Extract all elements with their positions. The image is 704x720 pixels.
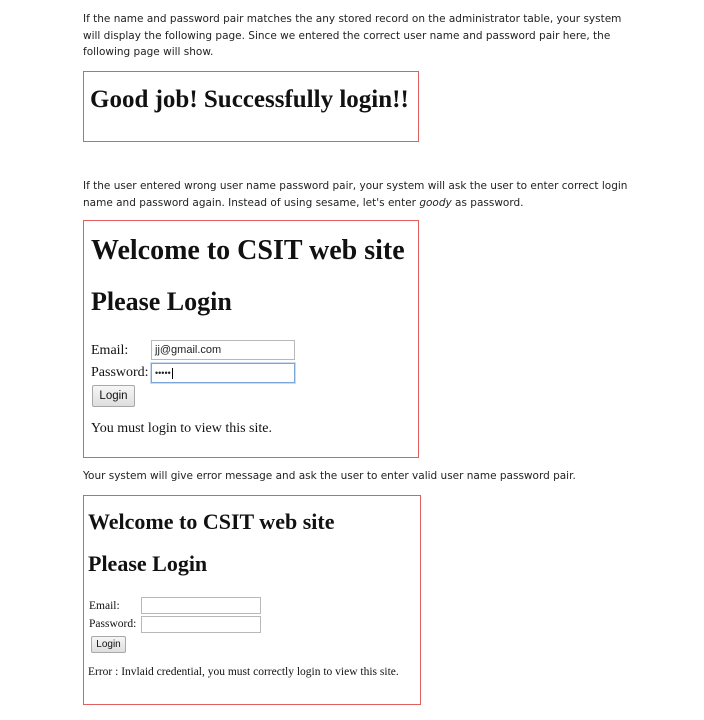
intro-line-1: If the name and password pair matches the any stored record on the administrator table, your system [83,13,622,25]
error-email-label: Email: [89,600,120,612]
login-page-screenshot-filled [83,220,419,458]
error-message: Error : Invlaid credential, you must correctly login to view this site. [88,666,399,678]
login-info-message: You must login to view this site. [91,421,272,436]
login-button[interactable]: Login [92,385,135,407]
error-email-input[interactable] [141,597,261,614]
error-login-title: Welcome to CSIT web site [88,509,335,534]
wrong-intro-line-2 [83,195,643,212]
login-title: Welcome to CSIT web site [91,235,405,266]
wrong-intro-emphasis: goody [419,196,452,209]
error-paragraph: Your system will give error message and ask the user to enter valid user name password pair. [83,470,576,482]
login-page-screenshot-error [83,495,421,705]
error-password-input[interactable] [141,616,261,633]
login-subtitle: Please Login [91,287,232,316]
error-login-subtitle: Please Login [88,551,208,576]
text-caret [172,368,173,379]
wrong-credentials-paragraph [83,178,643,211]
intro-paragraph [83,11,643,61]
email-label: Email: [91,343,129,358]
wrong-intro-line-1: If the user entered wrong user name password pair, your system will ask the user to enter correct login [83,180,628,192]
password-input[interactable] [151,363,295,383]
password-value: ••••• [155,368,171,378]
intro-line-3: following page will show. [83,46,214,58]
success-page-screenshot [83,71,419,142]
error-password-label: Password: [89,618,137,630]
error-login-button[interactable]: Login [91,636,126,653]
success-message: Good job! Successfully login!! [90,86,409,113]
password-label: Password: [91,365,149,380]
email-input[interactable]: jj@gmail.com [151,340,295,360]
intro-line-2: will display the following page. Since we entered the correct user name and password pair here, the [83,29,611,42]
wrong-intro-line-2-suffix: as password. [451,196,524,209]
wrong-intro-line-2-prefix: name and password again. Instead of using sesame, let's enter [83,196,420,209]
